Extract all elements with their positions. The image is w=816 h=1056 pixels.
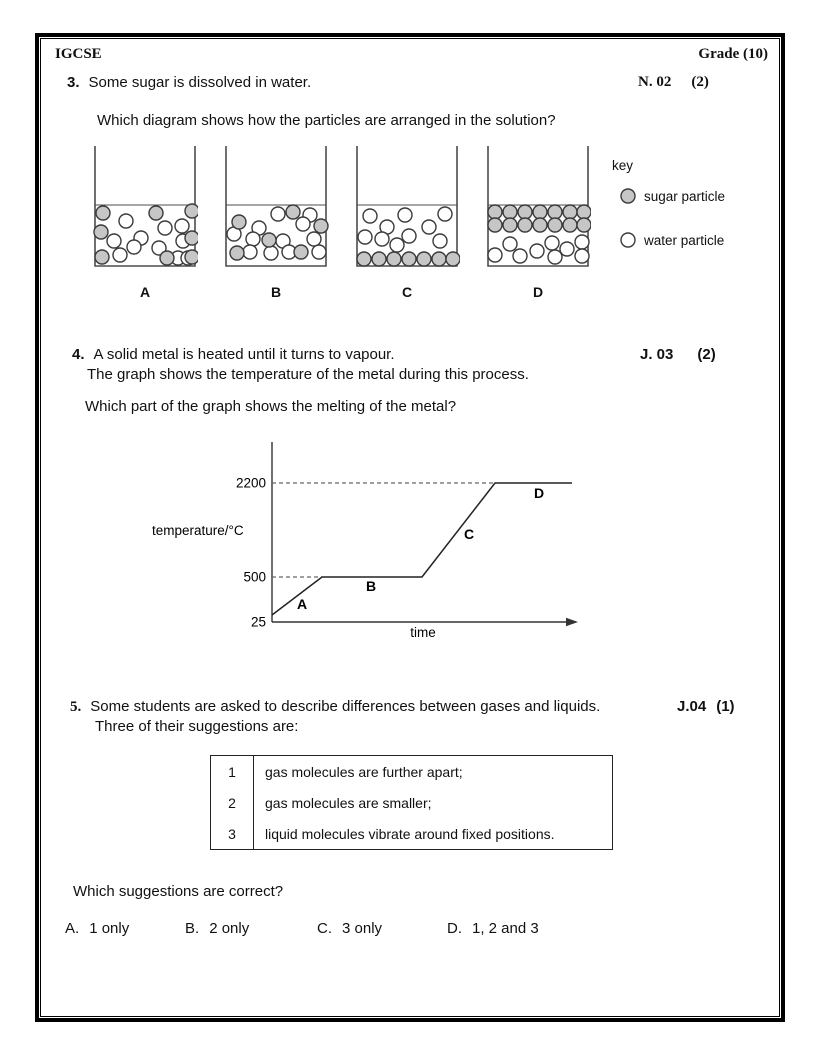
option-a-text: 1 only (89, 920, 130, 937)
key-sugar-label: sugar particle (644, 188, 726, 204)
suggestion-1-number: 1 (211, 756, 254, 787)
sugar-particle (563, 218, 577, 232)
water-particle (113, 248, 127, 262)
question-4-prompt: Which part of the graph shows the melting of the metal? (85, 398, 457, 415)
table-row (211, 787, 612, 818)
water-particle (575, 235, 589, 249)
key-sugar-row (620, 188, 725, 204)
sugar-particle (262, 233, 276, 247)
temperature-time-graph (140, 430, 600, 640)
x-axis-arrowhead (566, 618, 578, 626)
water-particle (402, 229, 416, 243)
option-c-letter: C. (317, 920, 332, 937)
sugar-particle (432, 252, 446, 266)
sugar-particle (548, 218, 562, 232)
sugar-particle (488, 205, 502, 219)
sugar-particle (488, 218, 502, 232)
beaker-diagram-d (485, 145, 591, 267)
question-5-number: 5. (70, 699, 82, 715)
suggestion-3-number: 3 (211, 818, 254, 849)
x-axis-label: time (410, 625, 436, 640)
sugar-particle (387, 252, 401, 266)
option-a-letter: A. (65, 920, 80, 937)
question-3-text: Some sugar is dissolved in water. (88, 74, 312, 91)
water-particle (560, 242, 574, 256)
exam-content (40, 38, 780, 1017)
tick-500: 500 (243, 569, 266, 585)
water-particle (175, 219, 189, 233)
table-row (211, 818, 612, 849)
water-particle (488, 248, 502, 262)
sugar-particle (96, 206, 110, 220)
water-particle (119, 214, 133, 228)
question-3-marks: (2) (691, 74, 709, 90)
key-title: key (612, 158, 634, 173)
option-b-letter: B. (185, 920, 200, 937)
water-particle (246, 232, 260, 246)
water-particle (438, 207, 452, 221)
sugar-particle (446, 252, 460, 266)
water-particle (358, 230, 372, 244)
segment-label-c: C (463, 526, 475, 542)
water-particle (513, 249, 527, 263)
exam-board-title: IGCSE (55, 46, 102, 62)
water-particle (530, 244, 544, 258)
segment-label-b: B (365, 578, 377, 594)
table-row (211, 756, 612, 787)
option-b-text: 2 only (209, 920, 250, 937)
sugar-particle (95, 250, 109, 264)
sugar-particle (185, 250, 198, 264)
water-particle (375, 232, 389, 246)
water-particle (107, 234, 121, 248)
beaker-label-d: D (532, 284, 544, 300)
option-d-letter: D. (447, 920, 462, 937)
sugar-particle (503, 218, 517, 232)
grade-label: Grade (10) (698, 46, 768, 62)
sugar-particle (577, 205, 591, 219)
water-particle (390, 238, 404, 252)
beaker-label-b: B (270, 284, 282, 300)
water-particle (575, 249, 589, 263)
question-5-line2: Three of their suggestions are: (95, 718, 299, 735)
beaker-option-c (354, 145, 460, 300)
question-5-prompt: Which suggestions are correct? (73, 883, 284, 900)
beaker-option-d (485, 145, 591, 300)
sugar-particle (357, 252, 371, 266)
sugar-particle-icon (620, 188, 636, 204)
beaker-option-b (223, 145, 329, 300)
question-4-ref (640, 346, 716, 363)
sugar-particle (563, 205, 577, 219)
water-particle (422, 220, 436, 234)
water-particle (503, 237, 517, 251)
tick-2200: 2200 (235, 475, 266, 491)
question-5-ref-code: J.04 (677, 698, 707, 715)
tick-25: 25 (250, 614, 266, 630)
beaker-diagram-c (354, 145, 460, 267)
question-3-ref-code: N. 02 (638, 74, 672, 90)
sugar-particle (417, 252, 431, 266)
question-5-line1: Some students are asked to describe differences between gases and liquids. (90, 698, 601, 715)
question-4-marks: (2) (697, 346, 716, 363)
suggestion-3-text: liquid molecules vibrate around fixed positions. (265, 825, 555, 842)
question-5-ref (677, 698, 735, 715)
water-particle (312, 245, 326, 259)
sugar-particle (185, 231, 198, 245)
option-d-text: 1, 2 and 3 (472, 920, 539, 937)
suggestions-table (210, 755, 613, 850)
sugar-particle (149, 206, 163, 220)
water-particle-icon (620, 232, 636, 248)
heating-curve (272, 483, 572, 615)
question-4-number: 4. (72, 346, 85, 363)
sugar-particle (577, 218, 591, 232)
question-4-line1: A solid metal is heated until it turns to vapour. (93, 346, 395, 363)
sugar-particle (372, 252, 386, 266)
question-5-stem (70, 698, 600, 716)
sugar-particle (94, 225, 108, 239)
sugar-particle (548, 205, 562, 219)
water-particle (127, 240, 141, 254)
water-particle (548, 250, 562, 264)
water-particle (398, 208, 412, 222)
sugar-particle (503, 205, 517, 219)
suggestion-2-number: 2 (211, 787, 254, 818)
segment-label-a: A (296, 596, 308, 612)
water-particle (363, 209, 377, 223)
question-4-stem (72, 346, 395, 363)
water-particle (545, 236, 559, 250)
option-b (185, 920, 249, 937)
sugar-particle (286, 205, 300, 219)
question-3-ref (638, 74, 709, 91)
sugar-particle (518, 218, 532, 232)
option-c-text: 3 only (342, 920, 383, 937)
water-particle (264, 246, 278, 260)
question-4-ref-code: J. 03 (640, 346, 674, 363)
key-water-row (620, 232, 724, 248)
water-particle (296, 217, 310, 231)
beaker-label-a: A (139, 284, 151, 300)
sugar-particle (230, 246, 244, 260)
question-5-marks: (1) (716, 698, 735, 715)
sugar-particle (533, 218, 547, 232)
option-a (65, 920, 129, 937)
y-axis-label: temperature/°C (152, 523, 244, 538)
segment-label-d: D (533, 485, 545, 501)
question-3-number: 3. (67, 74, 80, 91)
question-3-stem (67, 74, 311, 91)
beaker-option-a (92, 145, 198, 300)
sugar-particle (185, 204, 198, 218)
page-border (35, 33, 785, 1022)
sugar-particle (518, 205, 532, 219)
sugar-particle (160, 251, 174, 265)
question-4-line2: The graph shows the temperature of the metal during this process. (87, 366, 529, 383)
sugar-particle (402, 252, 416, 266)
question-3-prompt: Which diagram shows how the particles are arranged in the solution? (97, 112, 556, 129)
water-particle (271, 207, 285, 221)
key-water-label: water particle (644, 232, 725, 248)
sugar-particle (533, 205, 547, 219)
suggestion-2-text: gas molecules are smaller; (265, 794, 432, 811)
sugar-particle (314, 219, 328, 233)
water-particle (433, 234, 447, 248)
water-particle (243, 245, 257, 259)
beaker-diagram-b (223, 145, 329, 267)
sugar-particle (232, 215, 246, 229)
water-particle (307, 232, 321, 246)
sugar-particle (294, 245, 308, 259)
option-c (317, 920, 382, 937)
beaker-diagram-a (92, 145, 198, 267)
water-particle (158, 221, 172, 235)
option-d (447, 920, 539, 937)
suggestion-1-text: gas molecules are further apart; (265, 763, 463, 780)
beaker-label-c: C (401, 284, 413, 300)
